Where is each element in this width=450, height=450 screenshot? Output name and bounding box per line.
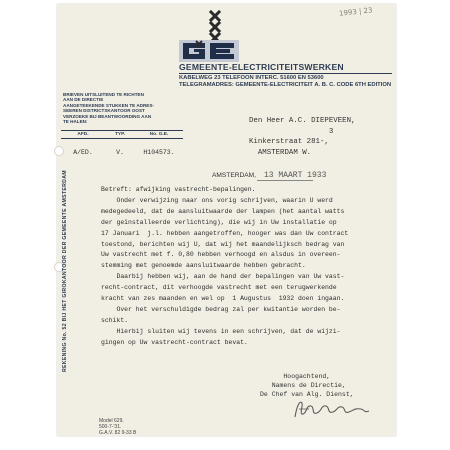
mailing-instructions bbox=[63, 92, 181, 124]
body-line: der geïnstalleerde verlichting), die wij in Uw installatie op bbox=[101, 218, 337, 226]
amsterdam-crest-icon bbox=[198, 10, 238, 44]
address-line: Den Heer A.C. DIEPEVEEN, bbox=[249, 117, 356, 125]
instruction-line: VERZOEKE BIJ BEANTWOORDING AAN bbox=[63, 113, 152, 119]
date-rule bbox=[257, 180, 313, 181]
body-line: Onder verwijzing naar ons vorig schrijven, waarin U werd bbox=[101, 196, 333, 204]
ge-logo-icon bbox=[179, 40, 239, 62]
reference-value-row bbox=[61, 149, 183, 156]
body-line: Over het verschuldigde bedrag zal per kwitantie worden be- bbox=[101, 305, 341, 313]
date-line bbox=[212, 171, 326, 180]
subject-line: Betreft: afwijking vastrecht-bepalingen. bbox=[101, 186, 256, 193]
ref-header-afd: AFD. bbox=[77, 132, 89, 137]
closing-line: Namens de Directie, bbox=[260, 381, 346, 389]
giro-account-note: REKENING No. 52 BIJ HET GIROKANTOOR DER GEMEENTE AMSTERDAM bbox=[62, 170, 68, 372]
reference-header-row bbox=[61, 130, 183, 139]
address-line: AMSTERDAM W. bbox=[249, 148, 312, 157]
instruction-line: AAN DE DIRECTIE bbox=[63, 97, 104, 103]
model-line: Model 629. bbox=[99, 418, 124, 424]
recipient-address bbox=[249, 116, 355, 158]
body-line: toestond, berichten wij U, dat wij het maandelijksch bedrag van bbox=[101, 240, 345, 248]
address-line: 3 bbox=[249, 127, 334, 136]
closing-block bbox=[260, 373, 354, 399]
instruction-line: BRIEVEN UITSLUITEND TE RICHTEN bbox=[63, 92, 144, 97]
date-stamp: 13 MAART 1933 bbox=[263, 171, 327, 180]
instruction-line: TE HALEN: bbox=[63, 119, 88, 125]
body-line: gingen op Uw vastrecht-contract bevat. bbox=[101, 338, 248, 346]
reference-table bbox=[61, 130, 183, 156]
body-line: Uw vastrecht met f. 0,80 hebben verhoogd en alsdus in overeen- bbox=[101, 251, 341, 259]
body-line: 17 Januari j.l. hebben aangetroffen, hooger was dan Uw contract bbox=[101, 229, 349, 237]
date-place: AMSTERDAM, bbox=[212, 172, 256, 179]
body-line: recht-contract, dit verhoogde vastrecht met een terugwerkende bbox=[101, 284, 337, 292]
body-line: medegedeeld, dat de aansluitwaarde der lampen (het aantal watts bbox=[101, 207, 345, 215]
company-name: GEMEENTE-ELECTRICITEITSWERKEN bbox=[179, 62, 344, 72]
closing-line: De Chef van Alg. Dienst, bbox=[260, 390, 354, 398]
ref-value-afd: A/ED. bbox=[73, 149, 93, 156]
body-line: stemming met genoemde aansluitwaarde hebben gebracht. bbox=[101, 262, 306, 270]
closing-line: Hoogachtend, bbox=[260, 373, 331, 380]
ref-header-number: No. G.E. bbox=[149, 132, 169, 137]
body-line: kracht van zes maanden en wel op 1 Augustus 1932 doen ingaan. bbox=[101, 295, 345, 303]
punch-hole bbox=[54, 146, 64, 156]
ref-value-typ: V. bbox=[116, 149, 124, 156]
model-line: G.A.V. 82 9-33 B bbox=[99, 430, 137, 436]
company-divider bbox=[179, 73, 392, 74]
form-model-number bbox=[99, 418, 136, 436]
model-line: 500-7-'31. bbox=[99, 424, 122, 430]
letter-body bbox=[101, 185, 393, 349]
pencil-annotation: 1993 | 23 bbox=[338, 6, 373, 18]
body-line: Hierbij sluiten wij tevens in een schrijven, dat de wijzi- bbox=[101, 327, 341, 335]
telephone-line: KABELWEG 23 TELEFOON INTERC. 51600 EN 53600 bbox=[179, 75, 324, 81]
instruction-line: AANGETEEKENDE STUKKEN TE ADRES- bbox=[63, 102, 154, 108]
telegram-line: TELEGRAMADRES: GEMEENTE-ELECTRICITEIT A. B. C. CODE 6TH EDITION bbox=[179, 82, 392, 88]
ref-value-number: H104573. bbox=[143, 149, 175, 156]
instruction-line: SEEREN DISTRICTSKANTOOR OOST bbox=[63, 108, 145, 114]
body-line: schikt. bbox=[101, 316, 129, 324]
letter-sheet bbox=[57, 4, 396, 436]
body-line: Daarbij hebben wij, aan de hand der bepalingen van Uw vast- bbox=[101, 273, 345, 281]
address-line: Kinkerstraat 281-, bbox=[249, 138, 329, 147]
ref-header-typ: TYP. bbox=[114, 132, 126, 137]
handwritten-signature bbox=[291, 397, 373, 421]
